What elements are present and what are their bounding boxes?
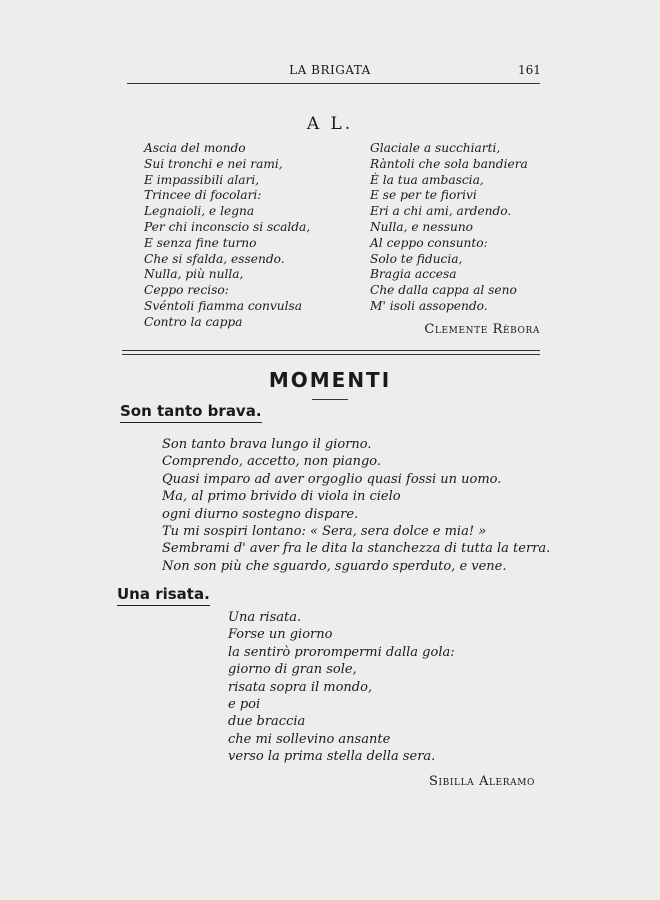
- poem-line: Eri a chi ami, ardendo.: [370, 204, 512, 219]
- poem-line: Sembrami d' aver fra le dita la stanchezza di tutta la terra.: [162, 541, 551, 557]
- poem-body: [162, 436, 550, 575]
- poem-line: È la tua ambascia,: [370, 172, 484, 187]
- running-title: LA BRIGATA: [289, 63, 371, 77]
- section-title: MOMENTI: [268, 368, 392, 392]
- poem-line: verso la prima stella della sera.: [228, 749, 436, 765]
- poem-title: A L.: [306, 114, 354, 134]
- section-divider-top: [122, 350, 540, 351]
- poem-body: [228, 609, 455, 766]
- poem-line: Una risata.: [228, 610, 302, 625]
- poem-line: Contro la cappa: [144, 314, 243, 329]
- poem-line: giorno di gran sole,: [228, 662, 357, 678]
- poem-line: Che si sfalda, essendo.: [144, 251, 285, 266]
- author-signature: Clemente Rèbora: [424, 322, 540, 337]
- poem-line: Al ceppo consunto:: [370, 235, 488, 250]
- header-rule: [127, 83, 540, 84]
- poem-line: due braccia: [228, 714, 306, 730]
- poem-line: E se per te fiorivi: [370, 188, 477, 203]
- poem-line: E senza fine turno: [144, 235, 257, 250]
- poem-line: Che dalla cappa al seno: [370, 283, 517, 298]
- poem-line: risata sopra il mondo,: [228, 679, 373, 695]
- poem-line: Ascia del mondo: [144, 141, 246, 155]
- poem-line: la sentirò prorompermi dalla gola:: [228, 644, 455, 660]
- poem-line: Forse un giorno: [228, 627, 333, 643]
- poem-line: Son tanto brava lungo il giorno.: [162, 437, 372, 452]
- poem-subtitle: Una risata.: [117, 585, 210, 606]
- poem-line: Per chi inconscio si scalda,: [144, 219, 311, 234]
- poem-left-column: [144, 141, 310, 331]
- poem-line: Ma, al primo brivido di viola in cielo: [162, 489, 401, 505]
- poem-line: Non son più che sguardo, sguardo sperduto, e vene.: [162, 558, 507, 574]
- title-ornament-rule: [312, 399, 348, 400]
- poem-line: Solo te fiducia,: [370, 251, 463, 266]
- poem-line: E impassibili alari,: [144, 172, 260, 187]
- poem-line: ogni diurno sostegno dispare.: [162, 506, 359, 522]
- poem-line: Legnaioli, e legna: [144, 204, 255, 219]
- poem-line: che mi sollevino ansante: [228, 731, 391, 747]
- poem-line: M' isoli assopendo.: [370, 298, 488, 313]
- poem-line: Nulla, e nessuno: [370, 219, 474, 234]
- poem-line: e poi: [228, 696, 261, 712]
- poem-line: Ràntoli che sola bandiera: [370, 156, 528, 171]
- section-divider-bottom: [122, 354, 540, 355]
- poem-line: Tu mi sospiri lontano: « Sera, sera dolce e mia! »: [162, 523, 487, 539]
- page-number: 161: [518, 63, 541, 77]
- poem-right-column: [370, 141, 528, 315]
- poem-line: Glaciale a succhiarti,: [370, 141, 501, 155]
- author-signature: Sibilla Aleramo: [428, 774, 535, 789]
- poem-line: Bragia accesa: [370, 267, 457, 282]
- poem-line: Trincee di focolari:: [144, 188, 262, 203]
- poem-line: Svéntoli fiamma convulsa: [144, 298, 303, 313]
- poem-line: Nulla, più nulla,: [144, 267, 244, 282]
- poem-line: Ceppo reciso:: [144, 283, 229, 298]
- poem-line: Comprendo, accetto, non piango.: [162, 454, 382, 470]
- poem-subtitle: Son tanto brava.: [120, 402, 262, 423]
- poem-line: Quasi imparo ad aver orgoglio quasi fossi un uomo.: [162, 471, 502, 487]
- poem-line: Sui tronchi e nei rami,: [144, 156, 283, 171]
